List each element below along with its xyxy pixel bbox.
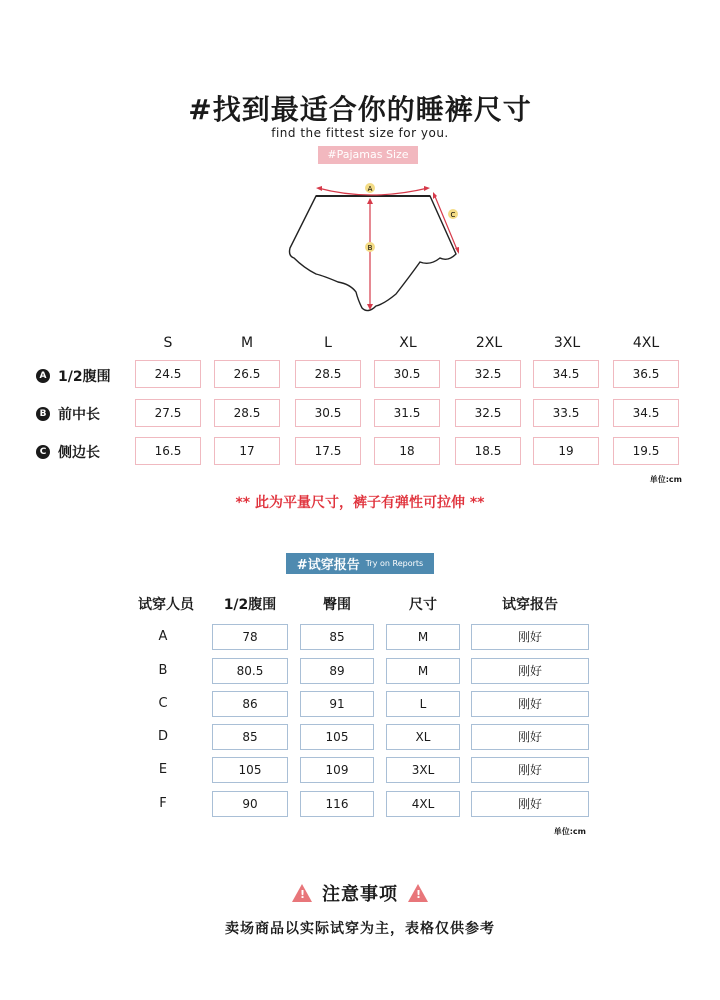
report-cell-hip: 105 [300,724,374,750]
tester-name: D [157,729,168,744]
report-cell-size: XL [386,724,460,750]
tester-name: C [158,696,168,711]
pajama-shorts-diagram [280,176,460,318]
report-cell-hip: 109 [300,757,374,783]
tester-name: F [159,796,167,811]
report-pill [286,553,434,574]
tester-name: B [158,663,168,678]
row-label-side-length [36,442,100,462]
size-cell: 28.5 [214,399,280,427]
size-cell: 18 [374,437,440,465]
report-cell-size: 4XL [386,791,460,817]
size-cell: 27.5 [135,399,201,427]
row-label-text: 侧边长 [58,445,100,461]
notice-heading [0,880,720,906]
report-cell-size: M [386,624,460,650]
measure-a-arrowhead-right [424,186,430,191]
size-cell: 17 [214,437,280,465]
size-cell: 32.5 [455,399,521,427]
measure-a-label: A [367,185,373,193]
size-cell: 32.5 [455,360,521,388]
report-header-tester: 试穿人员 [138,597,194,613]
size-cell: 18.5 [455,437,521,465]
size-cell: 36.5 [613,360,679,388]
page-title: #找到最适合你的睡裤尺寸 [188,93,532,126]
row-label-front-length [36,404,100,424]
report-header-waist: 1/2腹围 [223,597,277,613]
size-header-4xl: 4XL [632,335,660,351]
size-pill: #Pajamas Size [318,146,418,164]
size-cell: 16.5 [135,437,201,465]
size-cell: 30.5 [374,360,440,388]
report-cell-hip: 89 [300,658,374,684]
marker-a-icon: A [36,369,50,383]
shorts-outline [290,196,457,311]
size-cell: 19.5 [613,437,679,465]
size-cell: 19 [533,437,599,465]
footer-note: 卖场商品以实际试穿为主，表格仅供参考 [225,921,495,937]
report-cell-waist: 80.5 [212,658,288,684]
size-cell: 34.5 [533,360,599,388]
report-cell-result: 刚好 [471,757,589,783]
tester-name: A [158,629,168,644]
warning-icon [408,884,428,902]
row-label-text: 前中长 [58,407,100,423]
report-pill-main: #试穿报告 [296,558,360,573]
report-pill-sub: Try on Reports [365,559,424,568]
size-cell: 34.5 [613,399,679,427]
size-header-m: M [240,335,254,351]
size-cell: 26.5 [214,360,280,388]
notice-title: 注意事项 [322,884,398,905]
size-cell: 17.5 [295,437,361,465]
size-header-2xl: 2XL [475,335,503,351]
report-cell-size: 3XL [386,757,460,783]
report-cell-size: L [386,691,460,717]
report-cell-hip: 116 [300,791,374,817]
measure-b-label: B [367,244,373,252]
row-label-waist [36,366,111,386]
marker-b-icon: B [36,407,50,421]
marker-c-icon: C [36,445,50,459]
size-cell: 30.5 [295,399,361,427]
report-cell-waist: 85 [212,724,288,750]
report-cell-waist: 86 [212,691,288,717]
report-header-size: 尺寸 [409,597,437,613]
size-header-3xl: 3XL [553,335,581,351]
size-cell: 24.5 [135,360,201,388]
size-unit-label: 单位:cm [649,475,682,484]
page-subtitle: find the fittest size for you. [271,126,449,140]
measure-c-label: C [450,211,456,219]
report-cell-hip: 91 [300,691,374,717]
report-header-result: 试穿报告 [502,597,558,613]
report-cell-result: 刚好 [471,691,589,717]
report-cell-waist: 90 [212,791,288,817]
report-cell-size: M [386,658,460,684]
report-cell-result: 刚好 [471,724,589,750]
size-header-l: L [324,335,332,351]
report-cell-waist: 78 [212,624,288,650]
size-header-s: S [163,335,173,351]
size-cell: 31.5 [374,399,440,427]
elastic-note: ** 此为平量尺寸，裤子有弹性可拉伸 ** [235,495,485,511]
size-cell: 28.5 [295,360,361,388]
row-label-text: 1/2腹围 [58,369,111,385]
size-cell: 33.5 [533,399,599,427]
report-header-hip: 臀围 [323,597,351,613]
warning-icon [292,884,312,902]
report-cell-hip: 85 [300,624,374,650]
report-cell-result: 刚好 [471,791,589,817]
report-cell-result: 刚好 [471,624,589,650]
size-header-xl: XL [399,335,417,351]
report-cell-result: 刚好 [471,658,589,684]
report-cell-waist: 105 [212,757,288,783]
tester-name: E [158,762,168,777]
report-unit-label: 单位:cm [553,827,586,836]
measure-a-arrowhead-left [316,186,322,191]
